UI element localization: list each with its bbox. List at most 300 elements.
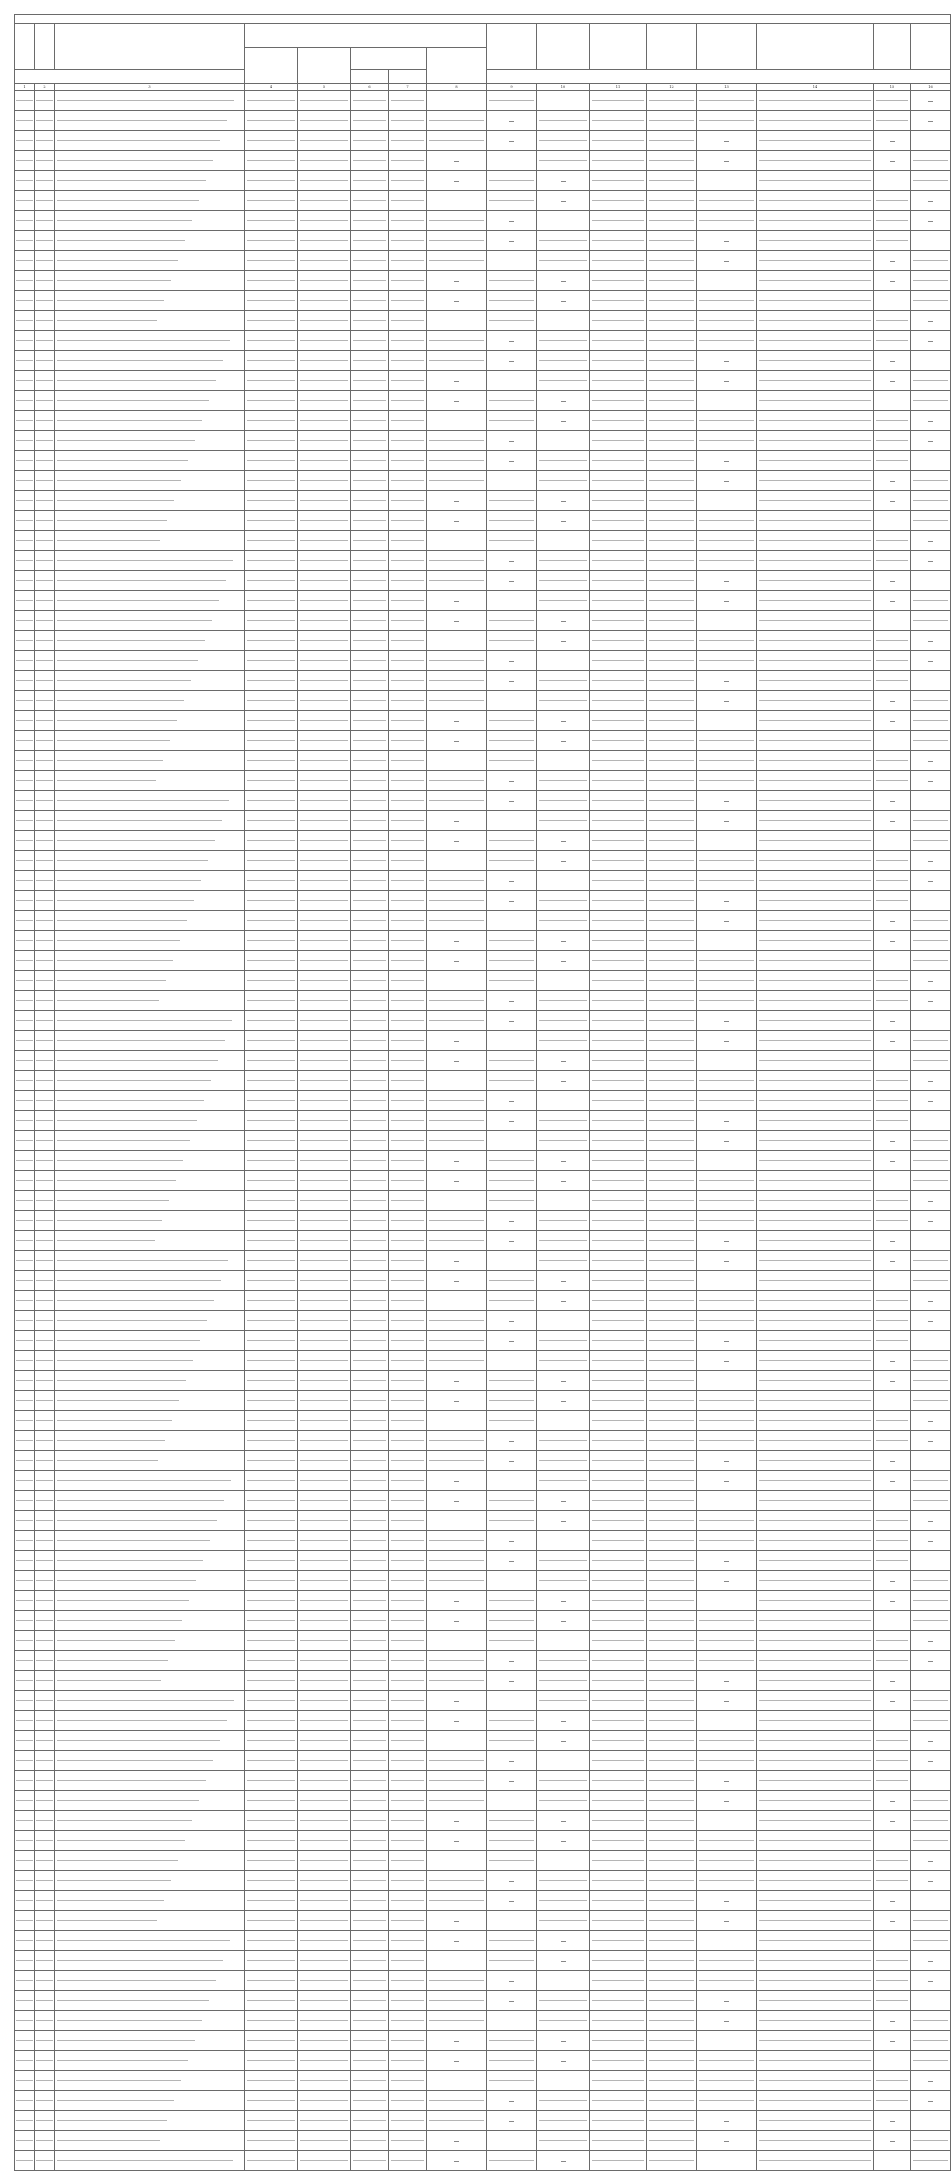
illegible-text — [353, 920, 386, 922]
illegible-text — [649, 1220, 694, 1222]
cell-base — [590, 1751, 647, 1771]
illegible-text — [391, 2140, 424, 2142]
cell-addr — [55, 231, 245, 251]
illegible-text — [57, 1280, 221, 1282]
cell-hvs — [351, 1531, 389, 1551]
empty-dash — [509, 1901, 514, 1902]
cell-meter — [757, 751, 874, 771]
cell-base — [590, 2011, 647, 2031]
cell-elec — [245, 1931, 298, 1951]
illegible-text — [247, 660, 295, 662]
empty-dash — [890, 701, 895, 702]
illegible-text — [16, 560, 33, 562]
cell-meter — [757, 331, 874, 351]
cell-roof — [537, 851, 590, 871]
illegible-text — [759, 780, 871, 782]
illegible-text — [759, 1940, 871, 1942]
table-row — [15, 371, 951, 391]
cell-lift — [487, 1351, 537, 1371]
cell-heat — [298, 1411, 351, 1431]
empty-dash — [561, 521, 566, 522]
illegible-text — [759, 1220, 871, 1222]
cell-hvs — [351, 1751, 389, 1771]
illegible-text — [759, 1340, 871, 1342]
illegible-text — [876, 120, 908, 122]
cell-hvs — [351, 1431, 389, 1451]
illegible-text — [592, 1380, 644, 1382]
cell-addr — [55, 911, 245, 931]
illegible-text — [57, 1040, 225, 1042]
illegible-text — [36, 680, 53, 682]
empty-dash — [561, 1501, 566, 1502]
illegible-text — [429, 340, 484, 342]
illegible-text — [391, 1820, 424, 1822]
illegible-text — [36, 380, 53, 382]
cell-hvs — [351, 1171, 389, 1191]
illegible-text — [592, 1400, 644, 1402]
cell-base — [590, 1511, 647, 1531]
illegible-text — [57, 1720, 227, 1722]
cell-meter — [757, 1811, 874, 1831]
illegible-text — [759, 1420, 871, 1422]
cell-dist — [35, 1571, 55, 1591]
cell-id — [15, 1051, 35, 1071]
cell-addr — [55, 1151, 245, 1171]
illegible-text — [489, 2060, 534, 2062]
empty-dash — [454, 621, 459, 622]
cell-hvs — [351, 1951, 389, 1971]
cell-gvs — [389, 551, 427, 571]
illegible-text — [699, 100, 754, 102]
cell-dist — [35, 1191, 55, 1211]
illegible-text — [57, 1500, 224, 1502]
empty-dash — [928, 1321, 933, 1322]
empty-dash — [454, 1041, 459, 1042]
illegible-text — [592, 340, 644, 342]
illegible-text — [391, 1520, 424, 1522]
illegible-text — [913, 1800, 948, 1802]
table-row — [15, 1971, 951, 1991]
illegible-text — [300, 1560, 348, 1562]
cell-hvs — [351, 2091, 389, 2111]
cell-lift — [487, 1171, 537, 1191]
cell-addr — [55, 511, 245, 531]
cell-meter — [757, 651, 874, 671]
cell-lift — [487, 1231, 537, 1251]
cell-lift — [487, 1091, 537, 1111]
illegible-text — [489, 100, 534, 102]
cell-id — [15, 411, 35, 431]
cell-gvs — [389, 971, 427, 991]
cell-addr — [55, 1531, 245, 1551]
illegible-text — [16, 1080, 33, 1082]
cell-meter — [757, 91, 874, 111]
illegible-text — [913, 1700, 948, 1702]
cell-heat — [298, 1091, 351, 1111]
cell-hvs — [351, 551, 389, 571]
header-basement — [590, 24, 647, 70]
illegible-text — [36, 1860, 53, 1862]
illegible-text — [592, 780, 644, 782]
illegible-text — [300, 300, 348, 302]
cell-other — [911, 2151, 951, 2171]
empty-dash — [561, 1181, 566, 1182]
cell-base — [590, 1831, 647, 1851]
cell-dist — [35, 911, 55, 931]
cell-id — [15, 551, 35, 571]
illegible-text — [592, 2160, 644, 2162]
illegible-text — [539, 340, 587, 342]
illegible-text — [300, 1700, 348, 1702]
illegible-text — [247, 760, 295, 762]
cell-elec — [245, 1491, 298, 1511]
illegible-text — [247, 1260, 295, 1262]
illegible-text — [353, 1360, 386, 1362]
cell-lift — [487, 1591, 537, 1611]
empty-dash — [928, 1741, 933, 1742]
illegible-text — [913, 260, 948, 262]
cell-elec — [245, 1851, 298, 1871]
empty-dash — [890, 1901, 895, 1902]
illegible-text — [489, 1400, 534, 1402]
cell-hvs — [351, 771, 389, 791]
illegible-text — [247, 1380, 295, 1382]
cell-base — [590, 451, 647, 471]
empty-dash — [454, 1181, 459, 1182]
illegible-text — [36, 100, 53, 102]
cell-found — [697, 311, 757, 331]
illegible-text — [429, 1020, 484, 1022]
cell-hvs — [351, 1451, 389, 1471]
column-number-cell: 3 — [55, 84, 245, 91]
cell-facade — [647, 2131, 697, 2151]
illegible-text — [36, 1220, 53, 1222]
cell-heat — [298, 551, 351, 571]
cell-lift — [487, 91, 537, 111]
cell-shaft — [874, 291, 911, 311]
cell-heat — [298, 1951, 351, 1971]
illegible-text — [353, 1080, 386, 1082]
cell-found — [697, 251, 757, 271]
illegible-text — [57, 1900, 164, 1902]
cell-gvs — [389, 311, 427, 331]
cell-base — [590, 2051, 647, 2071]
illegible-text — [353, 840, 386, 842]
illegible-text — [391, 1600, 424, 1602]
table-row — [15, 351, 951, 371]
illegible-text — [699, 1180, 754, 1182]
illegible-text — [592, 880, 644, 882]
cell-found — [697, 471, 757, 491]
header-spacer — [15, 70, 245, 84]
cell-dist — [35, 871, 55, 891]
illegible-text — [539, 480, 587, 482]
illegible-text — [16, 1860, 33, 1862]
illegible-text — [429, 1980, 484, 1982]
cell-id — [15, 1011, 35, 1031]
illegible-text — [699, 960, 754, 962]
illegible-text — [300, 900, 348, 902]
cell-found — [697, 751, 757, 771]
cell-facade — [647, 911, 697, 931]
cell-shaft — [874, 1551, 911, 1571]
cell-base — [590, 2031, 647, 2051]
cell-hvs — [351, 2131, 389, 2151]
cell-lift — [487, 1851, 537, 1871]
illegible-text — [36, 1500, 53, 1502]
illegible-text — [429, 1240, 484, 1242]
cell-addr — [55, 1351, 245, 1371]
cell-other — [911, 1331, 951, 1351]
empty-dash — [890, 161, 895, 162]
illegible-text — [353, 1040, 386, 1042]
cell-meter — [757, 631, 874, 651]
cell-other — [911, 1931, 951, 1951]
illegible-text — [391, 1380, 424, 1382]
cell-other — [911, 631, 951, 651]
cell-other — [911, 111, 951, 131]
illegible-text — [489, 320, 534, 322]
illegible-text — [489, 400, 534, 402]
cell-heat — [298, 1351, 351, 1371]
cell-dist — [35, 251, 55, 271]
cell-found — [697, 831, 757, 851]
illegible-text — [592, 680, 644, 682]
cell-elec — [245, 931, 298, 951]
cell-gvs — [389, 791, 427, 811]
cell-other — [911, 1071, 951, 1091]
cell-dist — [35, 811, 55, 831]
illegible-text — [489, 1960, 534, 1962]
illegible-text — [300, 860, 348, 862]
empty-dash — [890, 1481, 895, 1482]
illegible-text — [876, 100, 908, 102]
cell-other — [911, 171, 951, 191]
cell-shaft — [874, 1671, 911, 1691]
illegible-text — [649, 1020, 694, 1022]
table-row — [15, 2071, 951, 2091]
cell-shaft — [874, 371, 911, 391]
cell-base — [590, 1131, 647, 1151]
cell-meter — [757, 251, 874, 271]
cell-facade — [647, 1271, 697, 1291]
illegible-text — [57, 1480, 231, 1482]
cell-heat — [298, 991, 351, 1011]
illegible-text — [57, 1880, 171, 1882]
cell-dist — [35, 1731, 55, 1751]
empty-dash — [724, 481, 729, 482]
cell-roof — [537, 1491, 590, 1511]
illegible-text — [759, 580, 871, 582]
illegible-text — [247, 1500, 295, 1502]
cell-heat — [298, 511, 351, 531]
cell-shaft — [874, 2011, 911, 2031]
empty-dash — [724, 141, 729, 142]
cell-gvs — [389, 851, 427, 871]
cell-shaft — [874, 2071, 911, 2091]
cell-hvs — [351, 1711, 389, 1731]
illegible-text — [247, 2100, 295, 2102]
table-row — [15, 811, 951, 831]
cell-base — [590, 1171, 647, 1191]
cell-facade — [647, 811, 697, 831]
empty-dash — [724, 1921, 729, 1922]
cell-dist — [35, 171, 55, 191]
cell-roof — [537, 2011, 590, 2031]
cell-lift — [487, 1391, 537, 1411]
cell-meter — [757, 1331, 874, 1351]
illegible-text — [300, 1280, 348, 1282]
illegible-text — [649, 460, 694, 462]
cell-gvs — [389, 451, 427, 471]
illegible-text — [913, 1060, 948, 1062]
illegible-text — [429, 920, 484, 922]
illegible-text — [592, 620, 644, 622]
illegible-text — [649, 1920, 694, 1922]
illegible-text — [489, 420, 534, 422]
illegible-text — [247, 2020, 295, 2022]
illegible-text — [300, 140, 348, 142]
illegible-text — [592, 2100, 644, 2102]
illegible-text — [300, 2060, 348, 2062]
illegible-text — [300, 1140, 348, 1142]
cell-heat — [298, 171, 351, 191]
illegible-text — [699, 1980, 754, 1982]
cell-found — [697, 151, 757, 171]
empty-dash — [890, 801, 895, 802]
illegible-text — [353, 1020, 386, 1022]
illegible-text — [300, 1400, 348, 1402]
illegible-text — [649, 660, 694, 662]
illegible-text — [36, 940, 53, 942]
cell-shaft — [874, 1051, 911, 1071]
empty-dash — [724, 461, 729, 462]
cell-dist — [35, 1971, 55, 1991]
cell-base — [590, 1091, 647, 1111]
table-row — [15, 851, 951, 871]
cell-heat — [298, 1831, 351, 1851]
cell-found — [697, 331, 757, 351]
cell-roof — [537, 1811, 590, 1831]
cell-meter — [757, 371, 874, 391]
cell-roof — [537, 731, 590, 751]
cell-gvs — [389, 1491, 427, 1511]
illegible-text — [57, 780, 156, 782]
illegible-text — [247, 1680, 295, 1682]
illegible-text — [353, 1520, 386, 1522]
illegible-text — [913, 600, 948, 602]
cell-elec — [245, 1991, 298, 2011]
cell-addr — [55, 351, 245, 371]
illegible-text — [913, 960, 948, 962]
empty-dash — [454, 841, 459, 842]
cell-dist — [35, 851, 55, 871]
illegible-text — [759, 1680, 871, 1682]
illegible-text — [247, 940, 295, 942]
empty-dash — [724, 1341, 729, 1342]
illegible-text — [592, 380, 644, 382]
illegible-text — [36, 520, 53, 522]
illegible-text — [300, 1200, 348, 1202]
illegible-text — [36, 260, 53, 262]
illegible-text — [57, 580, 226, 582]
cell-other — [911, 1531, 951, 1551]
illegible-text — [391, 1980, 424, 1982]
cell-roof — [537, 351, 590, 371]
illegible-text — [247, 1340, 295, 1342]
empty-dash — [890, 361, 895, 362]
illegible-text — [539, 1020, 587, 1022]
cell-shaft — [874, 2151, 911, 2171]
cell-other — [911, 151, 951, 171]
cell-facade — [647, 351, 697, 371]
cell-facade — [647, 511, 697, 531]
cell-other — [911, 1011, 951, 1031]
header-id — [15, 24, 35, 70]
illegible-text — [247, 1200, 295, 1202]
cell-dist — [35, 1171, 55, 1191]
cell-lift — [487, 1411, 537, 1431]
empty-dash — [454, 161, 459, 162]
cell-id — [15, 251, 35, 271]
cell-lift — [487, 791, 537, 811]
illegible-text — [57, 2060, 188, 2062]
table-row — [15, 1831, 951, 1851]
empty-dash — [509, 2001, 514, 2002]
cell-hvs — [351, 591, 389, 611]
illegible-text — [391, 1880, 424, 1882]
illegible-text — [36, 1840, 53, 1842]
cell-hvs — [351, 751, 389, 771]
illegible-text — [353, 1740, 386, 1742]
cell-addr — [55, 831, 245, 851]
cell-lift — [487, 1771, 537, 1791]
cell-hvs — [351, 911, 389, 931]
empty-dash — [928, 201, 933, 202]
illegible-text — [391, 1440, 424, 1442]
cell-facade — [647, 2031, 697, 2051]
cell-elec — [245, 1511, 298, 1531]
cell-roof — [537, 131, 590, 151]
cell-dist — [35, 691, 55, 711]
cell-lift — [487, 1571, 537, 1591]
illegible-text — [876, 220, 908, 222]
cell-elec — [245, 1551, 298, 1571]
illegible-text — [247, 640, 295, 642]
illegible-text — [913, 1380, 948, 1382]
empty-dash — [454, 1501, 459, 1502]
illegible-text — [300, 580, 348, 582]
illegible-text — [353, 1980, 386, 1982]
cell-id — [15, 271, 35, 291]
cell-found — [697, 1811, 757, 1831]
illegible-text — [300, 1540, 348, 1542]
cell-id — [15, 991, 35, 1011]
illegible-text — [699, 980, 754, 982]
illegible-text — [759, 640, 871, 642]
illegible-text — [300, 620, 348, 622]
empty-dash — [561, 181, 566, 182]
illegible-text — [539, 1480, 587, 1482]
cell-dist — [35, 711, 55, 731]
cell-base — [590, 511, 647, 531]
illegible-text — [649, 1480, 694, 1482]
cell-found — [697, 951, 757, 971]
illegible-text — [759, 1920, 871, 1922]
cell-roof — [537, 491, 590, 511]
cell-gvs — [389, 771, 427, 791]
illegible-text — [649, 1660, 694, 1662]
